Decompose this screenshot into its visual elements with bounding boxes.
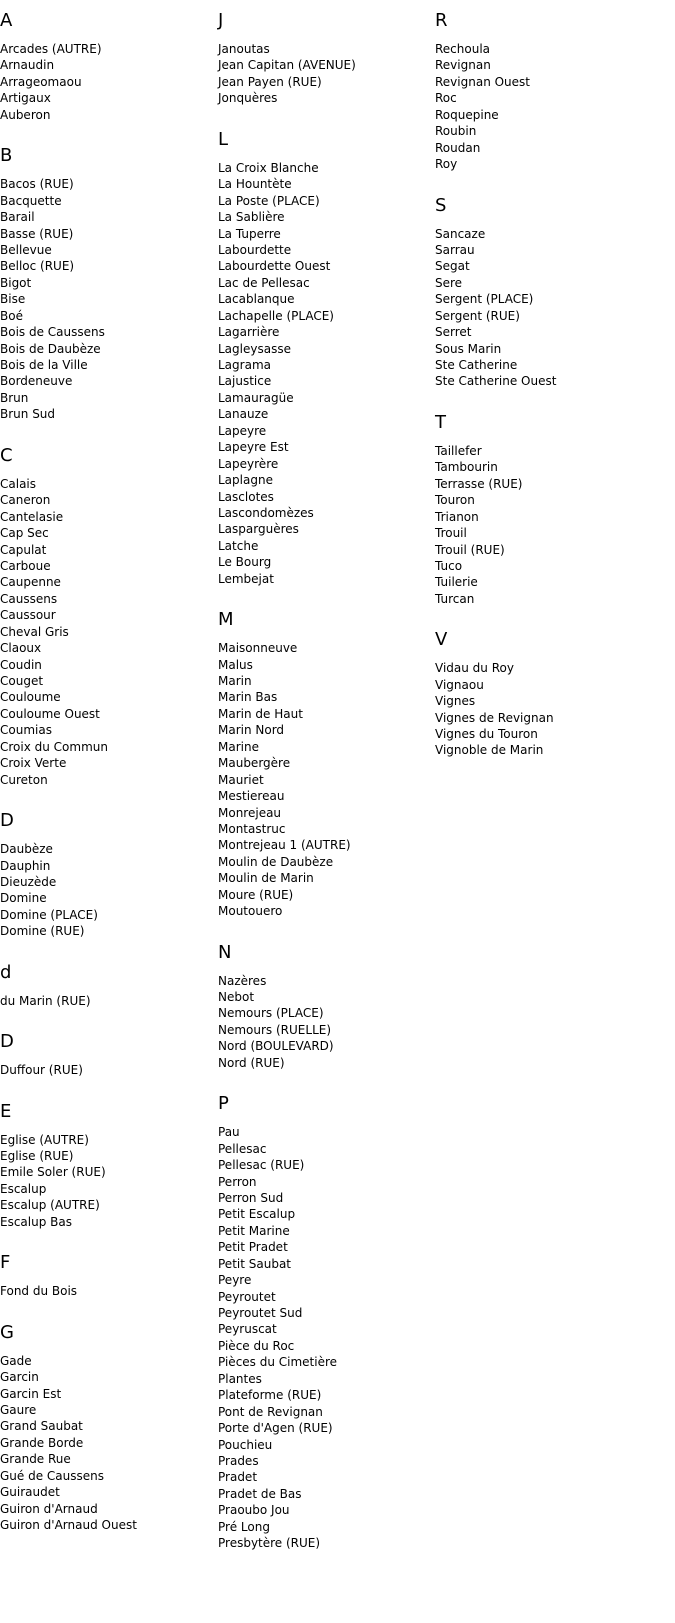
street-list: [435, 660, 645, 759]
street-link[interactable]: Grand Saubat: [0, 1419, 83, 1434]
street-link[interactable]: Brun Sud: [0, 407, 56, 422]
street-link[interactable]: Nord (BOULEVARD): [218, 1039, 334, 1054]
street-link[interactable]: Roquepine: [435, 107, 499, 122]
street-link[interactable]: Presbytère (RUE): [218, 1536, 321, 1551]
street-link[interactable]: Moulin de Marin: [218, 871, 314, 886]
letter-section: [0, 1250, 210, 1299]
street-link[interactable]: Pradet de Bas: [218, 1486, 302, 1501]
street-list: [0, 1132, 210, 1231]
street-link[interactable]: Guiron d'Arnaud: [0, 1501, 98, 1516]
street-link[interactable]: Croix du Commun: [0, 739, 108, 754]
letter-heading: J: [218, 10, 224, 31]
letter-heading: F: [0, 1252, 11, 1274]
street-link[interactable]: Pièces du Cimetière: [218, 1355, 338, 1370]
street-link[interactable]: Duffour (RUE): [0, 1063, 83, 1078]
street-list: [0, 1353, 210, 1534]
letter-section: [0, 1320, 210, 1534]
street-link[interactable]: Garcin Est: [0, 1386, 62, 1401]
street-link[interactable]: Auberon: [0, 107, 51, 122]
letter-section: [218, 940, 428, 1072]
street-link[interactable]: Grande Borde: [0, 1435, 84, 1450]
street-link[interactable]: Moutouero: [218, 904, 283, 919]
street-link[interactable]: Nord (RUE): [218, 1055, 285, 1070]
street-link[interactable]: Trouil (RUE): [435, 542, 505, 557]
street-link[interactable]: Nazères: [218, 973, 267, 988]
street-link[interactable]: Gué de Caussens: [0, 1468, 104, 1483]
street-link[interactable]: Lagrama: [218, 358, 271, 372]
street-link[interactable]: Marin Nord: [218, 723, 285, 738]
street-list: [218, 160, 428, 587]
letter-section: [0, 443, 210, 788]
street-link[interactable]: Escalup: [0, 1181, 47, 1196]
street-link[interactable]: Latche: [218, 538, 259, 553]
street-link[interactable]: Sere: [435, 275, 463, 290]
street-link[interactable]: Eglise (RUE): [0, 1149, 74, 1163]
street-link[interactable]: Mestiereau: [218, 789, 285, 804]
street-link[interactable]: Peyroutet Sud: [218, 1306, 303, 1320]
letter-heading: E: [0, 1100, 12, 1122]
street-link[interactable]: Janoutas: [218, 42, 270, 56]
street-link[interactable]: Bois de la Ville: [0, 358, 88, 372]
letter-section: [0, 8, 210, 123]
street-link[interactable]: Marin de Haut: [218, 706, 303, 721]
street-link[interactable]: Croix Verte: [0, 756, 67, 771]
street-link[interactable]: Cheval Gris: [0, 624, 69, 639]
street-link[interactable]: Dieuzède: [0, 874, 57, 889]
letter-heading: B: [0, 145, 13, 167]
street-link[interactable]: Pellesac (RUE): [218, 1158, 305, 1173]
street-link[interactable]: La Sablière: [218, 210, 285, 225]
street-link[interactable]: La Poste (PLACE): [218, 193, 320, 208]
street-link[interactable]: Sarrau: [435, 242, 475, 257]
letter-section: [218, 607, 428, 919]
letter-section: [218, 1091, 428, 1551]
letter-heading: G: [0, 1321, 14, 1343]
street-link[interactable]: Daubèze: [0, 842, 53, 857]
street-link[interactable]: Cureton: [0, 772, 48, 787]
street-link[interactable]: Sergent (RUE): [435, 308, 520, 323]
street-link[interactable]: Lagarrière: [218, 325, 280, 340]
street-link[interactable]: Cantelasie: [0, 509, 64, 524]
street-list: [0, 993, 210, 1009]
letter-heading: S: [435, 194, 447, 216]
letter-section: [218, 8, 428, 107]
letter-heading: N: [218, 941, 232, 963]
letter-heading: d: [0, 961, 12, 983]
letter-heading: D: [0, 1031, 14, 1053]
street-link[interactable]: Vignaou: [435, 677, 484, 692]
street-link[interactable]: La Croix Blanche: [218, 160, 319, 175]
street-link[interactable]: Domine (PLACE): [0, 907, 98, 922]
street-link[interactable]: Labourdette Ouest: [218, 259, 331, 274]
street-link[interactable]: Rechoula: [435, 42, 491, 56]
street-link[interactable]: Lapeyre: [218, 423, 267, 438]
street-link[interactable]: Lamauragüe: [218, 390, 294, 405]
street-link[interactable]: Prades: [218, 1453, 259, 1468]
street-link[interactable]: Gade: [0, 1353, 32, 1368]
street-link[interactable]: Caneron: [0, 493, 51, 508]
street-link[interactable]: Plateforme (RUE): [218, 1388, 322, 1403]
street-link[interactable]: Guiron d'Arnaud Ouest: [0, 1518, 137, 1532]
street-link[interactable]: Pradet: [218, 1470, 258, 1485]
street-link[interactable]: Lasparguères: [218, 522, 299, 537]
street-link[interactable]: Roudan: [435, 140, 481, 155]
street-link[interactable]: du Marin (RUE): [0, 993, 91, 1008]
street-list: [0, 1062, 210, 1078]
street-link[interactable]: Escalup (AUTRE): [0, 1198, 100, 1213]
street-link[interactable]: Perron: [218, 1174, 257, 1189]
street-link[interactable]: Ste Catherine: [435, 358, 518, 372]
street-link[interactable]: Maubergère: [218, 756, 291, 771]
index-column-3: [435, 8, 645, 779]
letter-section: [218, 127, 428, 587]
street-list: [218, 640, 428, 919]
street-link[interactable]: Arcades (AUTRE): [0, 42, 102, 56]
street-link[interactable]: Vignes de Revignan: [435, 710, 554, 725]
street-link[interactable]: Belloc (RUE): [0, 259, 75, 274]
street-list: [0, 176, 210, 423]
street-link[interactable]: Lajustice: [218, 374, 272, 389]
street-link[interactable]: Lanauze: [218, 407, 269, 422]
street-link[interactable]: Sancaze: [435, 226, 486, 241]
street-link[interactable]: Bise: [0, 292, 26, 307]
street-link[interactable]: Lascondomèzes: [218, 505, 314, 520]
street-link[interactable]: Vidau du Roy: [435, 661, 514, 676]
street-link[interactable]: Terrasse (RUE): [435, 476, 523, 491]
street-link[interactable]: Montastruc: [218, 821, 286, 836]
street-link[interactable]: Nemours (PLACE): [218, 1006, 324, 1021]
street-link[interactable]: Domine (RUE): [0, 924, 85, 939]
street-list: [218, 1124, 428, 1551]
letter-section: [0, 808, 210, 940]
street-link[interactable]: Calais: [0, 476, 37, 491]
street-link[interactable]: Taillefer: [435, 443, 482, 458]
street-link[interactable]: Turcan: [435, 591, 475, 606]
index-column-2: [218, 8, 428, 1572]
street-link[interactable]: Eglise (AUTRE): [0, 1132, 89, 1147]
letter-heading: L: [218, 128, 229, 150]
street-link[interactable]: Petit Saubat: [218, 1256, 292, 1271]
street-link[interactable]: Peyruscat: [218, 1322, 277, 1337]
street-link[interactable]: Couloume Ouest: [0, 706, 100, 721]
street-link[interactable]: Lachapelle (PLACE): [218, 308, 334, 323]
street-link[interactable]: Ste Catherine Ouest: [435, 374, 557, 389]
street-link[interactable]: Monrejeau: [218, 805, 282, 820]
letter-heading: D: [0, 810, 14, 832]
street-link[interactable]: Pellesac: [218, 1141, 267, 1156]
letter-section: [0, 960, 210, 1009]
street-link[interactable]: Tambourin: [435, 460, 498, 475]
letter-heading: M: [218, 609, 234, 631]
street-list: [0, 41, 210, 123]
street-link[interactable]: Dauphin: [0, 858, 51, 873]
street-link[interactable]: Sergent (PLACE): [435, 292, 534, 307]
street-link[interactable]: Revignan: [435, 58, 491, 73]
street-link[interactable]: Artigaux: [0, 91, 51, 106]
letter-heading: T: [435, 411, 446, 433]
street-link[interactable]: Segat: [435, 259, 470, 274]
street-link[interactable]: Jean Payen (RUE): [218, 74, 322, 89]
street-link[interactable]: Bacos (RUE): [0, 177, 74, 192]
letter-heading: P: [218, 1093, 229, 1115]
street-list: [0, 841, 210, 940]
letter-section: [435, 8, 645, 173]
street-link[interactable]: Arnaudin: [0, 58, 55, 73]
street-list: [0, 1283, 210, 1299]
street-link[interactable]: Lapeyrère: [218, 456, 279, 471]
street-link[interactable]: Domine: [0, 891, 47, 906]
letter-heading: A: [0, 10, 13, 31]
street-link[interactable]: Lacablanque: [218, 292, 295, 307]
street-link[interactable]: Sous Marin: [435, 341, 502, 356]
street-link[interactable]: Lasclotes: [218, 489, 274, 504]
letter-section: [435, 410, 645, 607]
street-link[interactable]: Carboue: [0, 558, 51, 573]
letter-section: [0, 1099, 210, 1231]
letter-section: [0, 143, 210, 423]
street-link[interactable]: Capulat: [0, 542, 47, 557]
street-link[interactable]: Trouil: [435, 526, 467, 541]
street-link[interactable]: Peyre: [218, 1273, 252, 1288]
street-link[interactable]: Boé: [0, 308, 23, 323]
street-link[interactable]: Vignoble de Marin: [435, 743, 544, 758]
street-link[interactable]: Malus: [218, 657, 253, 672]
street-link[interactable]: Bois de Daubèze: [0, 341, 101, 356]
street-link[interactable]: Roc: [435, 91, 457, 106]
letter-section: [435, 627, 645, 759]
street-link[interactable]: Caupenne: [0, 575, 61, 590]
street-link[interactable]: Caussens: [0, 591, 58, 606]
letter-section: [0, 1029, 210, 1078]
street-link[interactable]: Tuco: [435, 558, 463, 573]
street-link[interactable]: Laplagne: [218, 473, 273, 488]
street-link[interactable]: Jonquères: [218, 91, 278, 106]
street-link[interactable]: Marin: [218, 674, 252, 688]
street-link[interactable]: Peyroutet: [218, 1289, 276, 1304]
street-link[interactable]: Vignes du Touron: [435, 727, 538, 741]
street-link[interactable]: Jean Capitan (AVENUE): [218, 58, 356, 73]
street-link[interactable]: Coudin: [0, 657, 42, 672]
street-link[interactable]: Caussour: [0, 608, 56, 623]
street-link[interactable]: Touron: [435, 493, 475, 508]
street-link[interactable]: Bacquette: [0, 193, 62, 208]
street-list: [435, 226, 645, 390]
street-link[interactable]: Lagleysasse: [218, 341, 291, 356]
street-link[interactable]: Pièce du Roc: [218, 1338, 295, 1353]
index-column-1: [0, 8, 210, 1553]
street-link[interactable]: Claoux: [0, 641, 42, 656]
street-link[interactable]: Garcin: [0, 1370, 39, 1385]
street-link[interactable]: Roy: [435, 157, 458, 172]
street-link[interactable]: Pau: [218, 1125, 240, 1140]
street-link[interactable]: Plantes: [218, 1371, 262, 1386]
street-link[interactable]: Pré Long: [218, 1519, 270, 1534]
street-link[interactable]: Couloume: [0, 690, 61, 705]
street-link[interactable]: Pouchieu: [218, 1437, 273, 1452]
street-link[interactable]: Cap Sec: [0, 526, 49, 541]
street-link[interactable]: Arrageomaou: [0, 74, 82, 89]
street-link[interactable]: Petit Pradet: [218, 1240, 288, 1255]
street-link[interactable]: Lac de Pellesac: [218, 275, 310, 290]
street-link[interactable]: Praoubo Jou: [218, 1503, 290, 1518]
street-link[interactable]: Bordeneuve: [0, 374, 73, 389]
street-link[interactable]: Bigot: [0, 275, 32, 290]
street-link[interactable]: Basse (RUE): [0, 226, 74, 241]
street-link[interactable]: Coumias: [0, 723, 52, 738]
street-link[interactable]: Petit Marine: [218, 1223, 290, 1238]
street-link[interactable]: Marine: [218, 739, 259, 754]
street-list: [435, 41, 645, 173]
street-link[interactable]: Tuilerie: [435, 575, 478, 590]
street-link[interactable]: Bellevue: [0, 242, 52, 257]
street-link[interactable]: Mauriet: [218, 772, 264, 787]
street-link[interactable]: Perron Sud: [218, 1190, 284, 1205]
street-list: [218, 973, 428, 1072]
street-link[interactable]: La Hountète: [218, 177, 292, 192]
letter-heading: C: [0, 444, 13, 466]
street-list: [435, 443, 645, 607]
street-link[interactable]: Lapeyre Est: [218, 440, 289, 455]
street-link[interactable]: Moure (RUE): [218, 887, 294, 902]
street-list: [218, 41, 428, 107]
letter-heading: V: [435, 629, 448, 651]
street-link[interactable]: Barail: [0, 210, 35, 225]
street-link[interactable]: Bois de Caussens: [0, 325, 105, 340]
street-link[interactable]: Couget: [0, 674, 44, 688]
street-link[interactable]: Emile Soler (RUE): [0, 1165, 106, 1180]
street-link[interactable]: Lembejat: [218, 571, 274, 586]
street-link[interactable]: Serret: [435, 325, 472, 340]
street-link[interactable]: Labourdette: [218, 242, 292, 257]
street-list: [0, 476, 210, 788]
street-link[interactable]: Maisonneuve: [218, 641, 298, 656]
street-link[interactable]: Petit Escalup: [218, 1207, 296, 1222]
letter-section: [435, 193, 645, 390]
street-link[interactable]: Montrejeau 1 (AUTRE): [218, 838, 351, 853]
street-link[interactable]: Brun: [0, 390, 29, 405]
street-link[interactable]: Roubin: [435, 124, 477, 139]
street-link[interactable]: Moulin de Daubèze: [218, 854, 334, 869]
street-link[interactable]: Guiraudet: [0, 1485, 60, 1500]
street-link[interactable]: Trianon: [435, 509, 479, 524]
street-link[interactable]: Pont de Revignan: [218, 1404, 323, 1419]
street-link[interactable]: Revignan Ouest: [435, 74, 531, 89]
street-link[interactable]: Porte d'Agen (RUE): [218, 1421, 333, 1436]
street-link[interactable]: Fond du Bois: [0, 1284, 78, 1299]
street-link[interactable]: Grande Rue: [0, 1452, 71, 1467]
street-link[interactable]: La Tuperre: [218, 226, 281, 241]
street-link[interactable]: Le Bourg: [218, 555, 272, 570]
street-link[interactable]: Nemours (RUELLE): [218, 1022, 332, 1037]
street-link[interactable]: Vignes: [435, 694, 476, 709]
street-link[interactable]: Escalup Bas: [0, 1214, 72, 1229]
street-link[interactable]: Gaure: [0, 1402, 37, 1417]
street-link[interactable]: Marin Bas: [218, 690, 278, 705]
street-link[interactable]: Nebot: [218, 990, 255, 1004]
letter-heading: R: [435, 10, 448, 31]
